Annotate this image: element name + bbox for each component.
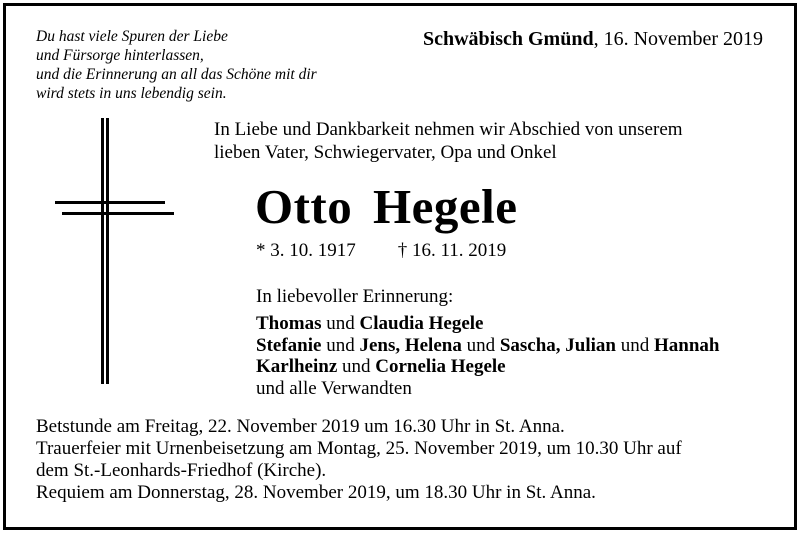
event-line: dem St.-Leonhards-Friedhof (Kirche).: [36, 460, 327, 481]
intro-line: lieben Vater, Schwiegervater, Opa und Onkel: [214, 142, 557, 163]
last-name: Hegele: [373, 179, 518, 234]
poem-line: Du hast viele Spuren der Liebe: [36, 28, 228, 45]
family-member: Karlheinz: [256, 356, 338, 377]
place-name: Schwäbisch Gmünd: [422, 28, 594, 50]
first-name: Otto: [255, 179, 353, 234]
family-line: [256, 356, 719, 378]
family-member: Jens, Helena: [359, 334, 462, 356]
death-date: † 16. 11. 2019: [397, 240, 507, 261]
cross-bar-horizontal: [62, 212, 174, 215]
cross-bar-vertical: [101, 118, 104, 384]
family-separator: und: [321, 334, 360, 356]
family-separator: und: [615, 334, 654, 356]
cross-bar-horizontal: [55, 201, 165, 204]
family-member: Claudia Hegele: [359, 313, 484, 334]
deceased-name: [255, 178, 517, 235]
family-member: Thomas: [256, 313, 322, 334]
intro-text: [214, 118, 763, 164]
poem-line: wird stets in uns lebendig sein.: [36, 85, 227, 102]
notice-date: , 16. November 2019: [593, 28, 763, 50]
family-member: Hannah: [653, 334, 720, 356]
event-line: Requiem am Donnerstag, 28. November 2019, um 18.30 Uhr in St. Anna.: [36, 482, 596, 503]
family-separator: und: [461, 334, 500, 356]
poem-line: und die Erinnerung an all das Schöne mit dir: [36, 66, 317, 83]
family-list: [256, 313, 719, 399]
birth-date: * 3. 10. 1917: [256, 240, 356, 261]
family-line: [256, 313, 719, 335]
cross-bar-vertical: [106, 118, 109, 384]
family-line: [256, 335, 719, 357]
family-member: Sascha, Julian: [499, 334, 616, 356]
life-dates: [256, 240, 506, 262]
intro-line: In Liebe und Dankbarkeit nehmen wir Abschied von unserem: [214, 119, 683, 140]
event-line: Trauerfeier mit Urnenbeisetzung am Montag, 25. November 2019, um 10.30 Uhr auf: [36, 438, 682, 459]
service-events: [36, 416, 682, 504]
event-line: Betstunde am Freitag, 22. November 2019 um 16.30 Uhr in St. Anna.: [36, 416, 565, 437]
memorial-poem: [36, 27, 317, 103]
family-separator: und: [337, 356, 376, 377]
family-member: Cornelia Hegele: [375, 356, 506, 377]
memory-label: In liebevoller Erinnerung:: [256, 286, 454, 307]
place-and-date: [423, 28, 763, 51]
family-separator: und: [321, 313, 360, 334]
poem-line: und Fürsorge hinterlassen,: [36, 47, 204, 64]
family-line: und alle Verwandten: [256, 377, 412, 399]
family-member: Stefanie: [256, 334, 322, 356]
